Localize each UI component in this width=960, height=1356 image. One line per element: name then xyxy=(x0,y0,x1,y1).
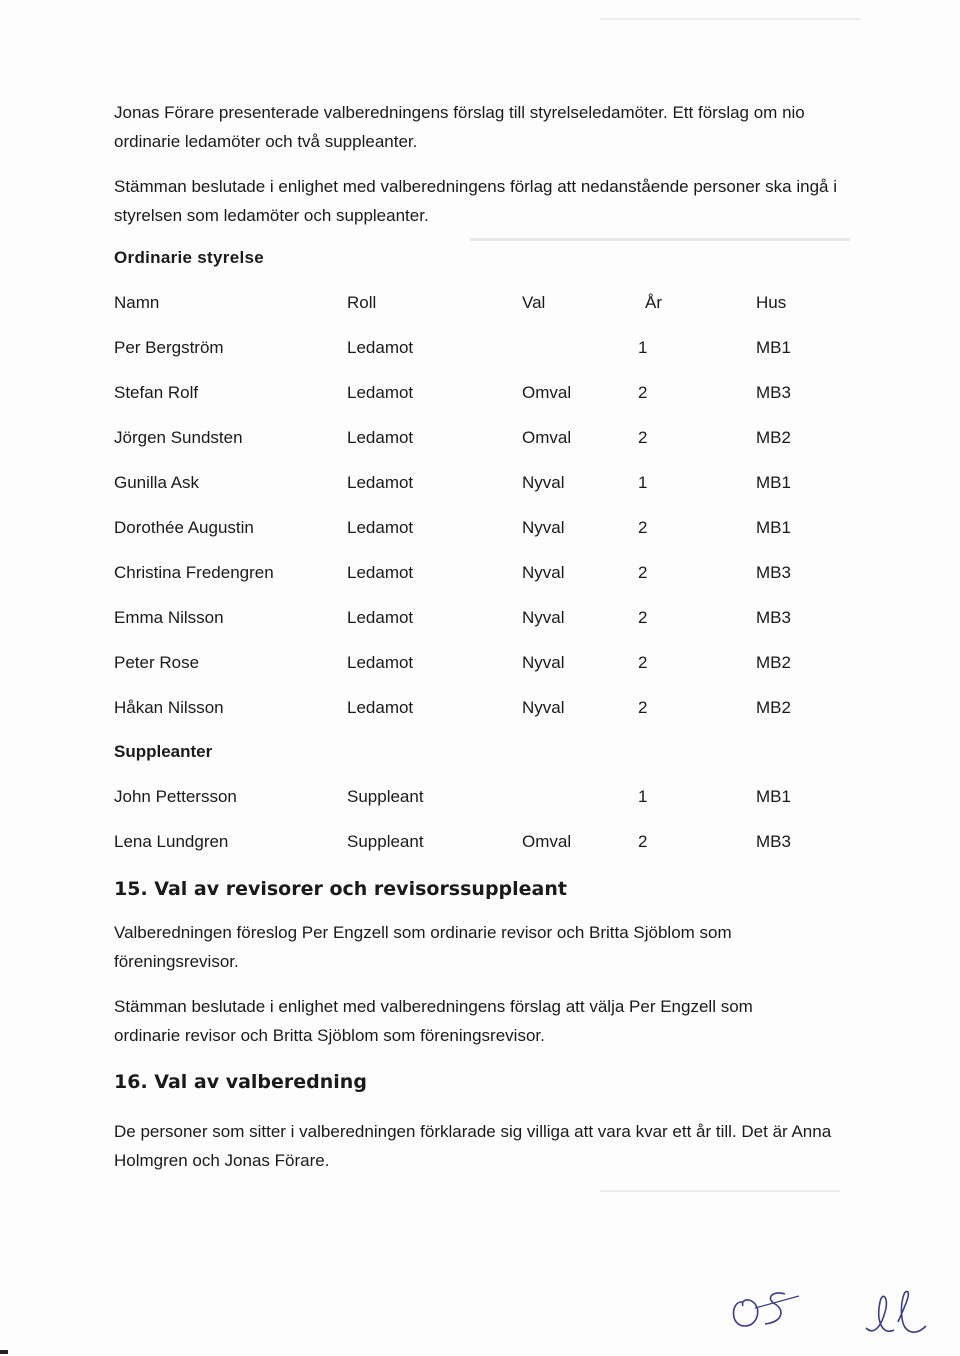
column-header-hus: Hus xyxy=(756,293,787,312)
substitute-year: 1 xyxy=(638,787,648,806)
member-val: Nyval xyxy=(522,473,565,492)
table-row xyxy=(0,383,960,409)
member-year: 1 xyxy=(638,473,648,492)
signature-initials-ll xyxy=(860,1278,940,1348)
member-val: Nyval xyxy=(522,518,565,537)
substitute-year: 2 xyxy=(638,832,648,851)
substitute-hus: MB3 xyxy=(756,832,791,851)
member-role: Ledamot xyxy=(347,338,414,357)
table-row xyxy=(0,653,960,679)
member-name: Dorothée Augustin xyxy=(114,518,254,537)
member-name: Jörgen Sundsten xyxy=(114,428,243,447)
member-hus: MB3 xyxy=(756,608,791,627)
section-15-title: 15. Val av revisorer och revisorssuppleant xyxy=(114,878,567,900)
member-hus: MB3 xyxy=(756,563,791,582)
table-row xyxy=(0,518,960,544)
section-16-title: 16. Val av valberedning xyxy=(114,1071,367,1093)
member-name: Gunilla Ask xyxy=(114,473,200,492)
member-hus: MB3 xyxy=(756,383,791,402)
table-row xyxy=(0,832,960,858)
table-row xyxy=(0,338,960,364)
column-header-year: År xyxy=(645,293,662,312)
column-header-val: Val xyxy=(522,293,546,312)
member-year: 2 xyxy=(638,653,648,672)
member-hus: MB2 xyxy=(756,698,791,717)
section-15-paragraph-2: Stämman beslutade i enlighet med valberedningens förslag att välja Per Engzell som ordinarie revisor och Britta Sjöblom som föreningsrevisor. xyxy=(114,997,753,1045)
member-year: 2 xyxy=(638,608,648,627)
table-row xyxy=(0,563,960,589)
substitute-name: John Pettersson xyxy=(114,787,237,806)
board-heading: Ordinarie styrelse xyxy=(114,248,264,267)
column-header-role: Roll xyxy=(347,293,377,312)
table-row xyxy=(0,698,960,724)
table-row xyxy=(0,428,960,454)
member-hus: MB1 xyxy=(756,518,791,537)
bleed-through-line xyxy=(470,238,850,241)
member-val: Omval xyxy=(522,428,572,447)
member-hus: MB2 xyxy=(756,428,791,447)
substitute-role: Suppleant xyxy=(347,787,424,806)
member-year: 2 xyxy=(638,563,648,582)
member-year: 2 xyxy=(638,428,648,447)
substitute-hus: MB1 xyxy=(756,787,791,806)
member-role: Ledamot xyxy=(347,653,414,672)
member-role: Ledamot xyxy=(347,428,414,447)
member-name: Peter Rose xyxy=(114,653,200,672)
member-year: 2 xyxy=(638,698,648,717)
member-role: Ledamot xyxy=(347,608,414,627)
member-year: 2 xyxy=(638,383,648,402)
table-row xyxy=(0,608,960,634)
member-name: Per Bergström xyxy=(114,338,224,357)
board-table-header xyxy=(0,293,960,319)
bleed-through-line xyxy=(600,18,860,20)
member-val: Nyval xyxy=(522,563,565,582)
intro-paragraph-1: Jonas Förare presenterade valberedningens förslag till styrelseledamöter. Ett förslag om nio ordinarie ledamöter och två suppleanter. xyxy=(114,103,805,151)
member-name: Stefan Rolf xyxy=(114,383,199,402)
member-val: Nyval xyxy=(522,653,565,672)
member-role: Ledamot xyxy=(347,563,414,582)
substitutes-heading: Suppleanter xyxy=(114,742,213,761)
substitute-name: Lena Lundgren xyxy=(114,832,229,851)
member-role: Ledamot xyxy=(347,383,414,402)
member-val: Nyval xyxy=(522,698,565,717)
member-name: Håkan Nilsson xyxy=(114,698,224,717)
column-header-name: Namn xyxy=(114,293,160,312)
section-16-paragraph-1: De personer som sitter i valberedningen förklarade sig villiga att vara kvar ett år till. Det är Anna Holmgren och Jonas Förare. xyxy=(114,1122,832,1170)
substitute-role: Suppleant xyxy=(347,832,424,851)
table-row xyxy=(0,473,960,499)
member-role: Ledamot xyxy=(347,698,414,717)
intro-paragraph-2: Stämman beslutade i enlighet med valberedningens förlag att nedanstående personer ska ingå i styrelsen som ledamöter och suppleanter. xyxy=(114,177,837,225)
member-role: Ledamot xyxy=(347,473,414,492)
member-name: Emma Nilsson xyxy=(114,608,224,627)
bleed-through-line xyxy=(600,1190,840,1192)
member-role: Ledamot xyxy=(347,518,414,537)
table-row xyxy=(0,787,960,813)
member-hus: MB2 xyxy=(756,653,791,672)
signature-initials-os xyxy=(725,1278,805,1338)
member-hus: MB1 xyxy=(756,473,791,492)
substitute-val: Omval xyxy=(522,832,572,851)
member-year: 1 xyxy=(638,338,648,357)
section-15-paragraph-1: Valberedningen föreslog Per Engzell som ordinarie revisor och Britta Sjöblom som föreningsrevisor. xyxy=(114,923,732,971)
member-name: Christina Fredengren xyxy=(114,563,274,582)
member-val: Nyval xyxy=(522,608,565,627)
member-year: 2 xyxy=(638,518,648,537)
page-edge-mark xyxy=(0,1350,8,1354)
member-val: Omval xyxy=(522,383,572,402)
member-hus: MB1 xyxy=(756,338,791,357)
